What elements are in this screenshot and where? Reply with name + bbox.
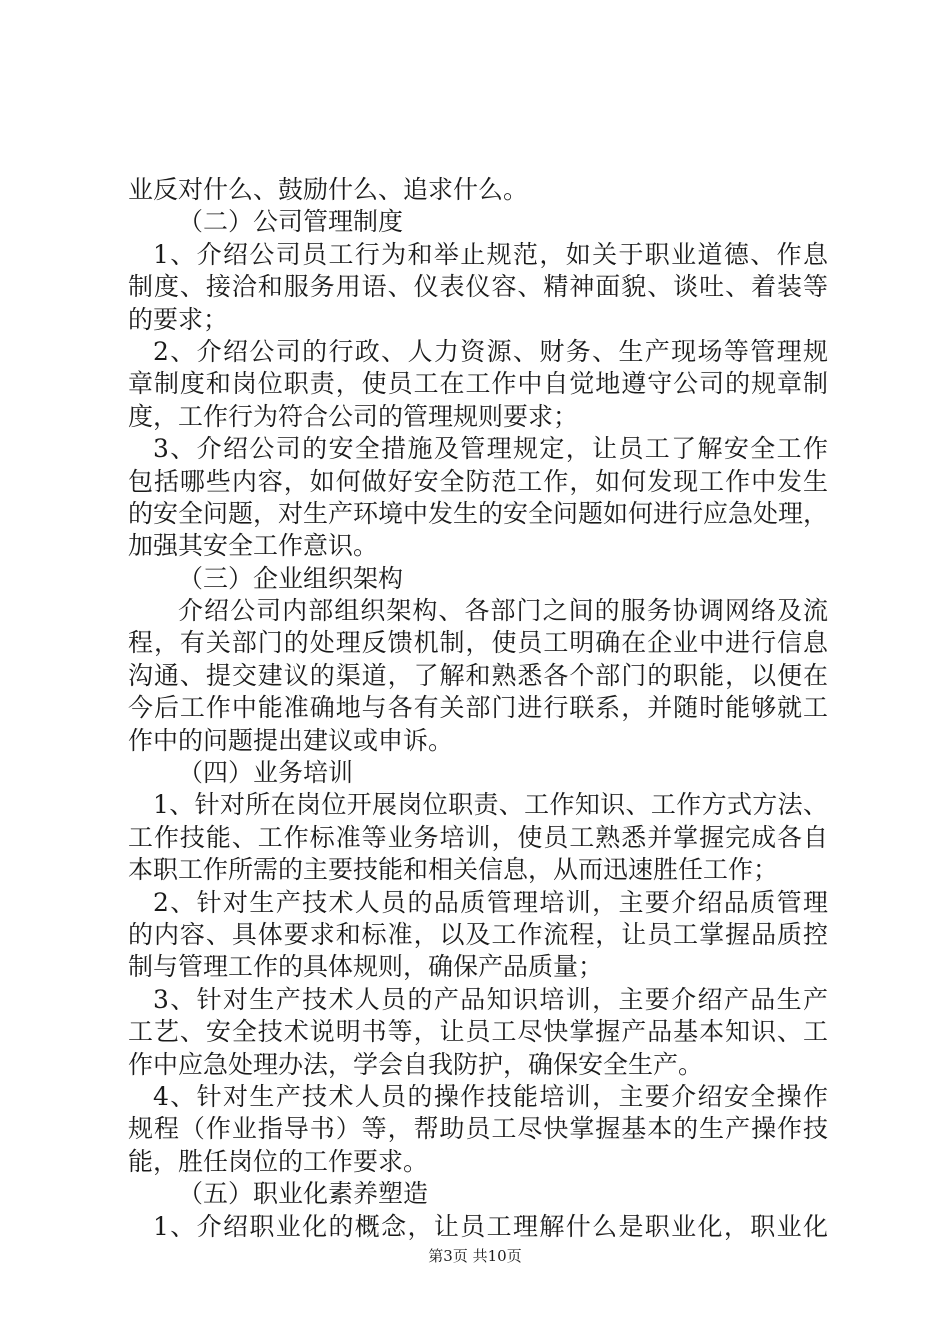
text-line: 的安全问题，对生产环境中发生的安全问题如何进行应急处理， <box>128 498 829 528</box>
text-line: 工艺、安全技术说明书等，让员工尽快掌握产品基本知识、工 <box>128 1017 828 1047</box>
section-heading-3: （三）企业组织架构 <box>178 563 404 593</box>
text-line: 介绍公司内部组织架构、各部门之间的服务协调网络及流 <box>178 596 828 626</box>
text-line: 作中的问题提出建议或申诉。 <box>128 725 454 755</box>
text-line: 的内容、具体要求和标准，以及工作流程，让员工掌握品质控 <box>128 919 828 949</box>
section-heading-2: （二）公司管理制度 <box>178 207 404 237</box>
section-heading-5: （五）职业化素养塑造 <box>178 1179 429 1209</box>
text-line: 制度、接洽和服务用语、仪表仪容、精神面貌、谈吐、着装等 <box>128 272 828 302</box>
text-line: 的要求； <box>128 304 229 334</box>
body-text <box>128 174 828 1243</box>
text-line: 加强其安全工作意识。 <box>128 531 379 561</box>
text-line: 度，工作行为符合公司的管理规则要求； <box>128 401 579 431</box>
text-line: 沟通、提交建议的渠道，了解和熟悉各个部门的职能，以便在 <box>128 660 828 690</box>
page-footer: 第3页 共10页 <box>428 1247 522 1265</box>
text-line: 本职工作所需的主要技能和相关信息，从而迅速胜任工作； <box>128 855 779 885</box>
text-line: 2、针对生产技术人员的品质管理培训，主要介绍品质管理 <box>153 887 828 917</box>
text-line: 制与管理工作的具体规则，确保产品质量； <box>128 952 604 982</box>
text-line: 工作技能、工作标准等业务培训，使员工熟悉并掌握完成各自 <box>128 822 828 852</box>
text-line: 1、针对所在岗位开展岗位职责、工作知识、工作方式方法、 <box>153 790 828 820</box>
text-line: 业反对什么、鼓励什么、追求什么。 <box>128 175 529 204</box>
text-line: 3、介绍公司的安全措施及管理规定，让员工了解安全工作 <box>153 434 828 464</box>
text-line: 能，胜任岗位的工作要求。 <box>128 1146 429 1176</box>
section-heading-4: （四）业务培训 <box>178 758 354 788</box>
text-line: 今后工作中能准确地与各有关部门进行联系，并随时能够就工 <box>128 693 828 723</box>
text-line: 4、针对生产技术人员的操作技能培训，主要介绍安全操作 <box>153 1081 828 1111</box>
text-line: 章制度和岗位职责，使员工在工作中自觉地遵守公司的规章制 <box>128 369 828 399</box>
text-line: 1、介绍职业化的概念，让员工理解什么是职业化，职业化 <box>153 1211 828 1241</box>
text-line: 3、针对生产技术人员的产品知识培训，主要介绍产品生产 <box>153 984 828 1014</box>
text-line: 包括哪些内容，如何做好安全防范工作，如何发现工作中发生 <box>128 466 828 496</box>
text-line: 作中应急处理办法，学会自我防护，确保安全生产。 <box>128 1049 704 1079</box>
text-line: 1、介绍公司员工行为和举止规范，如关于职业道德、作息 <box>153 239 828 269</box>
text-line: 规程（作业指导书）等，帮助员工尽快掌握基本的生产操作技 <box>128 1114 828 1144</box>
text-line: 2、介绍公司的行政、人力资源、财务、生产现场等管理规 <box>153 336 828 366</box>
text-line: 程，有关部门的处理反馈机制，使员工明确在企业中进行信息 <box>128 628 828 658</box>
